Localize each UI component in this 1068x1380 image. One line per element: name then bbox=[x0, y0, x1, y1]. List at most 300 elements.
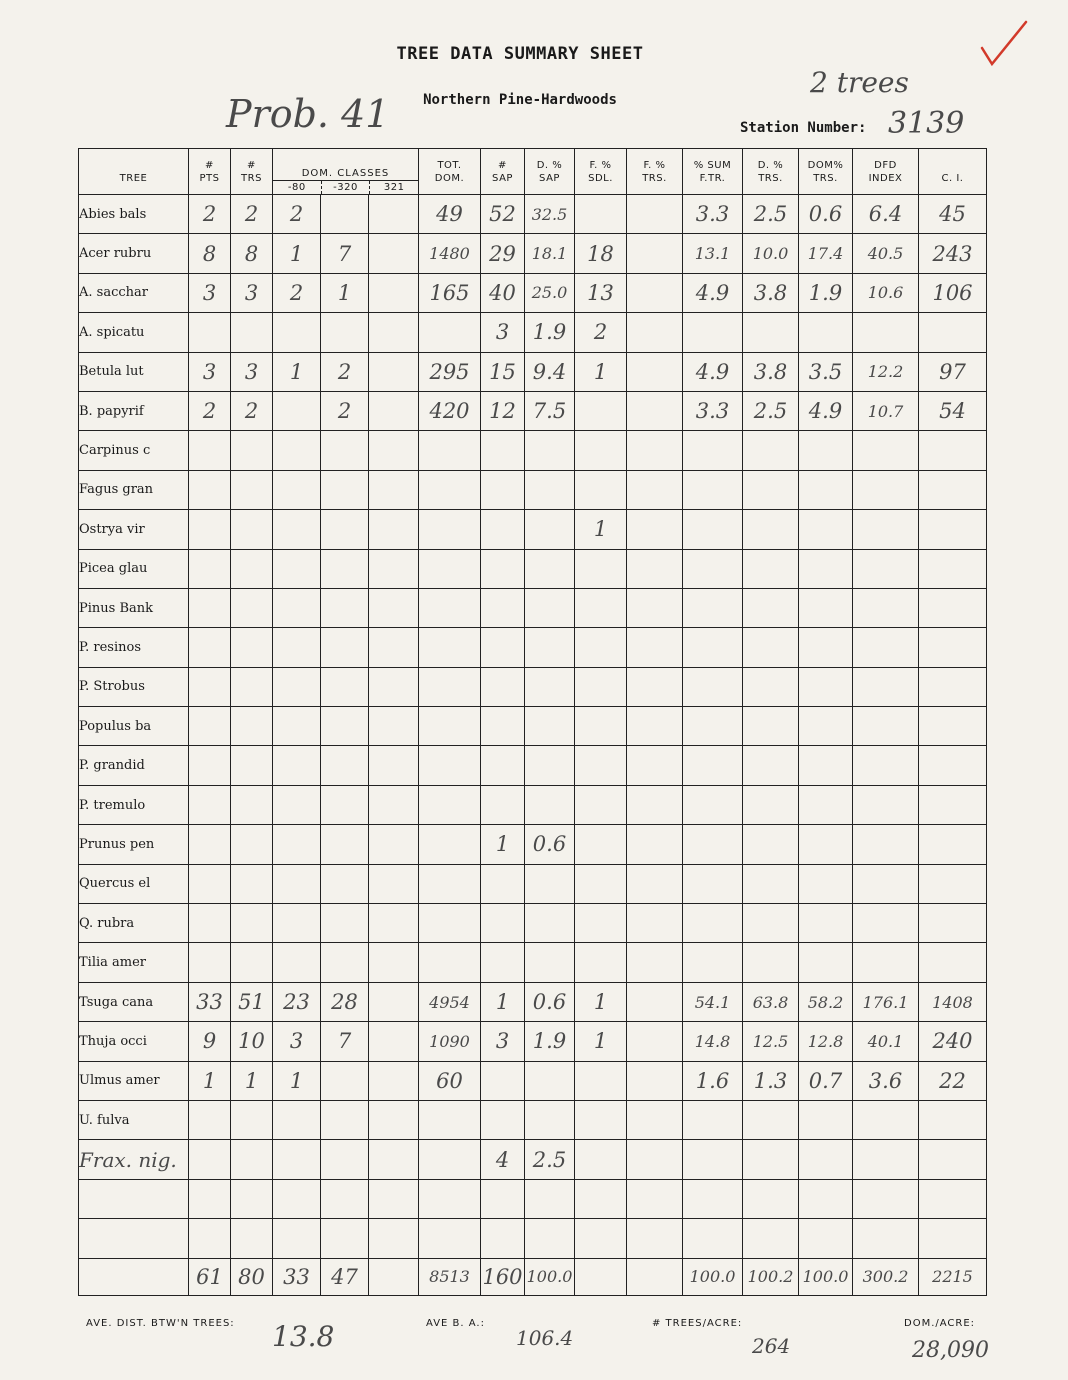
cell-tot bbox=[419, 707, 481, 746]
cell-ftrs bbox=[627, 431, 683, 470]
cell-pts bbox=[189, 628, 231, 667]
cell-d80 bbox=[273, 1219, 321, 1258]
cell-domtrs bbox=[799, 510, 853, 549]
cell-fsdl: 1 bbox=[575, 510, 627, 549]
species-cell: Picea glau bbox=[79, 549, 189, 588]
cell-d80 bbox=[273, 431, 321, 470]
cell-sap bbox=[481, 1219, 525, 1258]
cell-d321 bbox=[369, 904, 419, 943]
cell-trs: 1 bbox=[231, 1061, 273, 1100]
cell-ci bbox=[919, 943, 987, 982]
cell-fsdl bbox=[575, 825, 627, 864]
cell-d80 bbox=[273, 864, 321, 903]
cell-domtrs: 4.9 bbox=[799, 391, 853, 430]
species-cell: Quercus el bbox=[79, 864, 189, 903]
cell-ci bbox=[919, 510, 987, 549]
cell-trs bbox=[231, 943, 273, 982]
cell-d320: 2 bbox=[321, 391, 369, 430]
cell-ci bbox=[919, 313, 987, 352]
cell-fsdl bbox=[575, 1219, 627, 1258]
cell-d80 bbox=[273, 588, 321, 627]
cell-pts bbox=[189, 746, 231, 785]
cell-ci: 2215 bbox=[919, 1258, 987, 1295]
cell-d80: 1 bbox=[273, 1061, 321, 1100]
cell-fsdl bbox=[575, 904, 627, 943]
cell-d321 bbox=[369, 746, 419, 785]
cell-domtrs: 1.9 bbox=[799, 273, 853, 312]
cell-ftrs bbox=[627, 707, 683, 746]
cell-sap: 1 bbox=[481, 982, 525, 1021]
species-cell: Populus ba bbox=[79, 707, 189, 746]
cell-dfd bbox=[853, 313, 919, 352]
cell-dfd: 40.5 bbox=[853, 234, 919, 273]
cell-domtrs bbox=[799, 470, 853, 509]
cell-trs bbox=[231, 1140, 273, 1179]
cell-trs bbox=[231, 825, 273, 864]
cell-trs bbox=[231, 510, 273, 549]
cell-tot bbox=[419, 1140, 481, 1179]
table-row bbox=[79, 982, 987, 1021]
cell-tot bbox=[419, 904, 481, 943]
cell-sap bbox=[481, 904, 525, 943]
cell-dsap bbox=[525, 707, 575, 746]
cell-sap bbox=[481, 746, 525, 785]
cell-d321 bbox=[369, 825, 419, 864]
cell-sum bbox=[683, 825, 743, 864]
species-cell: A. spicatu bbox=[79, 313, 189, 352]
cell-tot: 4954 bbox=[419, 982, 481, 1021]
cell-dfd: 176.1 bbox=[853, 982, 919, 1021]
cell-sap bbox=[481, 431, 525, 470]
cell-ftrs bbox=[627, 273, 683, 312]
cell-d320 bbox=[321, 1179, 369, 1218]
cell-dtrs: 10.0 bbox=[743, 234, 799, 273]
species-cell: Tsuga cana bbox=[79, 982, 189, 1021]
cell-ftrs bbox=[627, 1140, 683, 1179]
cell-pts bbox=[189, 825, 231, 864]
cell-ftrs bbox=[627, 1258, 683, 1295]
cell-pts: 3 bbox=[189, 273, 231, 312]
ave-dist-value: 13.8 bbox=[272, 1320, 335, 1353]
cell-domtrs: 17.4 bbox=[799, 234, 853, 273]
cell-tot bbox=[419, 431, 481, 470]
col-tree: TREE bbox=[79, 149, 189, 195]
cell-sum bbox=[683, 431, 743, 470]
species-cell: Thuja occi bbox=[79, 1022, 189, 1061]
ave-dist-label: AVE. DIST. BTW'N TREES: bbox=[86, 1318, 235, 1329]
cell-ftrs bbox=[627, 1100, 683, 1139]
table-row bbox=[79, 1179, 987, 1218]
cell-d80 bbox=[273, 549, 321, 588]
cell-d321 bbox=[369, 785, 419, 824]
cell-ci bbox=[919, 1140, 987, 1179]
cell-ftrs bbox=[627, 982, 683, 1021]
cell-d320 bbox=[321, 431, 369, 470]
cell-dsap bbox=[525, 746, 575, 785]
cell-d321 bbox=[369, 707, 419, 746]
table-row bbox=[79, 510, 987, 549]
cell-d320 bbox=[321, 1061, 369, 1100]
cell-dsap bbox=[525, 943, 575, 982]
cell-sum bbox=[683, 1140, 743, 1179]
problem-note: Prob. 41 bbox=[226, 92, 390, 136]
cell-dtrs bbox=[743, 785, 799, 824]
cell-fsdl bbox=[575, 588, 627, 627]
cell-sum bbox=[683, 864, 743, 903]
dom-classes-label: DOM. CLASSES bbox=[273, 167, 418, 181]
cell-ci bbox=[919, 667, 987, 706]
cell-d320 bbox=[321, 904, 369, 943]
cell-fsdl bbox=[575, 549, 627, 588]
cell-dfd bbox=[853, 746, 919, 785]
cell-domtrs bbox=[799, 1100, 853, 1139]
cell-d320 bbox=[321, 313, 369, 352]
cell-pts bbox=[189, 549, 231, 588]
cell-domtrs bbox=[799, 628, 853, 667]
cell-ftrs bbox=[627, 785, 683, 824]
table-row bbox=[79, 1140, 987, 1179]
cell-trs bbox=[231, 707, 273, 746]
cell-d80: 33 bbox=[273, 1258, 321, 1295]
cell-sap: 12 bbox=[481, 391, 525, 430]
cell-ci bbox=[919, 864, 987, 903]
cell-dfd bbox=[853, 549, 919, 588]
cell-d321 bbox=[369, 1219, 419, 1258]
cell-ftrs bbox=[627, 904, 683, 943]
cell-trs bbox=[231, 864, 273, 903]
species-cell: Carpinus c bbox=[79, 431, 189, 470]
cell-d321 bbox=[369, 588, 419, 627]
cell-dfd: 10.7 bbox=[853, 391, 919, 430]
cell-sap bbox=[481, 667, 525, 706]
cell-dsap bbox=[525, 1100, 575, 1139]
cell-sum: 4.9 bbox=[683, 273, 743, 312]
cell-d321 bbox=[369, 628, 419, 667]
table-row bbox=[79, 313, 987, 352]
cell-d80 bbox=[273, 510, 321, 549]
cell-pts bbox=[189, 1140, 231, 1179]
cell-ftrs bbox=[627, 352, 683, 391]
cell-dfd: 300.2 bbox=[853, 1258, 919, 1295]
cell-dfd bbox=[853, 470, 919, 509]
species-cell: Ostrya vir bbox=[79, 510, 189, 549]
cell-ci bbox=[919, 549, 987, 588]
cell-domtrs: 0.7 bbox=[799, 1061, 853, 1100]
sheet-subtitle: Northern Pine-Hardwoods bbox=[423, 92, 617, 108]
cell-sum: 13.1 bbox=[683, 234, 743, 273]
cell-d320 bbox=[321, 667, 369, 706]
species-cell: P. grandid bbox=[79, 746, 189, 785]
cell-d80 bbox=[273, 628, 321, 667]
col-tot-dom: TOT. DOM. bbox=[419, 149, 481, 195]
cell-dsap bbox=[525, 1179, 575, 1218]
cell-d80 bbox=[273, 470, 321, 509]
cell-dtrs bbox=[743, 746, 799, 785]
cell-d321 bbox=[369, 667, 419, 706]
cell-trs: 2 bbox=[231, 195, 273, 234]
species-cell bbox=[79, 1179, 189, 1218]
cell-sap: 29 bbox=[481, 234, 525, 273]
cell-dsap bbox=[525, 1061, 575, 1100]
cell-d321 bbox=[369, 510, 419, 549]
table-row bbox=[79, 1100, 987, 1139]
cell-fsdl bbox=[575, 746, 627, 785]
cell-domtrs bbox=[799, 1219, 853, 1258]
cell-d320 bbox=[321, 707, 369, 746]
cell-sum bbox=[683, 313, 743, 352]
cell-tot: 165 bbox=[419, 273, 481, 312]
cell-fsdl bbox=[575, 785, 627, 824]
cell-domtrs bbox=[799, 667, 853, 706]
cell-sum bbox=[683, 904, 743, 943]
cell-d320 bbox=[321, 510, 369, 549]
cell-sum bbox=[683, 549, 743, 588]
cell-dsap bbox=[525, 588, 575, 627]
cell-dtrs bbox=[743, 667, 799, 706]
sheet-title: TREE DATA SUMMARY SHEET bbox=[396, 44, 644, 64]
cell-sum bbox=[683, 707, 743, 746]
cell-fsdl bbox=[575, 1258, 627, 1295]
cell-d320 bbox=[321, 785, 369, 824]
cell-trs bbox=[231, 746, 273, 785]
cell-dfd bbox=[853, 825, 919, 864]
corner-note: 2 trees bbox=[810, 66, 909, 99]
cell-trs bbox=[231, 628, 273, 667]
cell-fsdl: 2 bbox=[575, 313, 627, 352]
cell-dtrs bbox=[743, 904, 799, 943]
cell-ci bbox=[919, 431, 987, 470]
cell-sum: 3.3 bbox=[683, 391, 743, 430]
cell-ci bbox=[919, 904, 987, 943]
cell-d320: 2 bbox=[321, 352, 369, 391]
cell-dfd bbox=[853, 785, 919, 824]
cell-trs: 51 bbox=[231, 982, 273, 1021]
cell-d320: 47 bbox=[321, 1258, 369, 1295]
cell-sap: 1 bbox=[481, 825, 525, 864]
cell-ftrs bbox=[627, 825, 683, 864]
cell-tot bbox=[419, 470, 481, 509]
species-cell: U. fulva bbox=[79, 1100, 189, 1139]
cell-d80: 1 bbox=[273, 234, 321, 273]
col-sap: # SAP bbox=[481, 149, 525, 195]
table-row bbox=[79, 943, 987, 982]
cell-dtrs: 100.2 bbox=[743, 1258, 799, 1295]
table-header-row bbox=[79, 149, 987, 195]
cell-sum bbox=[683, 470, 743, 509]
cell-sap: 4 bbox=[481, 1140, 525, 1179]
cell-domtrs bbox=[799, 1179, 853, 1218]
cell-d321 bbox=[369, 549, 419, 588]
cell-domtrs bbox=[799, 864, 853, 903]
cell-sum: 4.9 bbox=[683, 352, 743, 391]
cell-ci: 240 bbox=[919, 1022, 987, 1061]
cell-ftrs bbox=[627, 1061, 683, 1100]
cell-dfd: 3.6 bbox=[853, 1061, 919, 1100]
table-row bbox=[79, 1061, 987, 1100]
cell-d320 bbox=[321, 588, 369, 627]
species-cell: A. sacchar bbox=[79, 273, 189, 312]
cell-pts bbox=[189, 470, 231, 509]
cell-ci bbox=[919, 707, 987, 746]
cell-d320 bbox=[321, 1100, 369, 1139]
cell-tot: 49 bbox=[419, 195, 481, 234]
cell-dtrs bbox=[743, 1100, 799, 1139]
cell-ftrs bbox=[627, 470, 683, 509]
cell-fsdl: 1 bbox=[575, 982, 627, 1021]
col-dom-321: 321 bbox=[369, 181, 418, 194]
cell-fsdl bbox=[575, 667, 627, 706]
cell-sum: 54.1 bbox=[683, 982, 743, 1021]
cell-d321 bbox=[369, 1022, 419, 1061]
cell-sap: 3 bbox=[481, 313, 525, 352]
cell-d320 bbox=[321, 864, 369, 903]
cell-ftrs bbox=[627, 391, 683, 430]
cell-d321 bbox=[369, 982, 419, 1021]
cell-ci bbox=[919, 785, 987, 824]
species-cell: Acer rubru bbox=[79, 234, 189, 273]
cell-dtrs bbox=[743, 510, 799, 549]
cell-ftrs bbox=[627, 746, 683, 785]
cell-dsap: 1.9 bbox=[525, 313, 575, 352]
cell-dtrs: 3.8 bbox=[743, 273, 799, 312]
cell-pts bbox=[189, 1219, 231, 1258]
cell-dtrs bbox=[743, 1219, 799, 1258]
cell-dsap: 100.0 bbox=[525, 1258, 575, 1295]
cell-dtrs bbox=[743, 825, 799, 864]
cell-domtrs bbox=[799, 707, 853, 746]
cell-trs: 3 bbox=[231, 352, 273, 391]
cell-dsap bbox=[525, 628, 575, 667]
cell-pts: 9 bbox=[189, 1022, 231, 1061]
cell-dfd bbox=[853, 431, 919, 470]
cell-dfd bbox=[853, 510, 919, 549]
col-f-trs: F. % TRS. bbox=[627, 149, 683, 195]
cell-trs bbox=[231, 470, 273, 509]
col-dom-320: -320 bbox=[321, 181, 370, 194]
cell-tot bbox=[419, 943, 481, 982]
tree-data-table bbox=[78, 148, 987, 1296]
col-dom-80: -80 bbox=[287, 182, 306, 193]
cell-domtrs bbox=[799, 746, 853, 785]
cell-tot bbox=[419, 313, 481, 352]
cell-d320 bbox=[321, 549, 369, 588]
cell-sum: 3.3 bbox=[683, 195, 743, 234]
cell-fsdl bbox=[575, 431, 627, 470]
cell-sap bbox=[481, 943, 525, 982]
cell-sum: 14.8 bbox=[683, 1022, 743, 1061]
cell-ftrs bbox=[627, 1219, 683, 1258]
cell-ci: 54 bbox=[919, 391, 987, 430]
cell-pts bbox=[189, 510, 231, 549]
cell-fsdl bbox=[575, 1179, 627, 1218]
species-cell: P. Strobus bbox=[79, 667, 189, 706]
table-row bbox=[79, 904, 987, 943]
cell-sap bbox=[481, 510, 525, 549]
species-cell: Ulmus amer bbox=[79, 1061, 189, 1100]
cell-dtrs bbox=[743, 1179, 799, 1218]
cell-fsdl bbox=[575, 864, 627, 903]
cell-trs bbox=[231, 431, 273, 470]
table-row bbox=[79, 667, 987, 706]
ave-ba-label: AVE B. A.: bbox=[426, 1318, 485, 1329]
table-row bbox=[79, 273, 987, 312]
cell-d321 bbox=[369, 470, 419, 509]
col-dom-trs: DOM% TRS. bbox=[799, 149, 853, 195]
table-row bbox=[79, 825, 987, 864]
cell-sum: 1.6 bbox=[683, 1061, 743, 1100]
cell-domtrs: 58.2 bbox=[799, 982, 853, 1021]
cell-pts: 3 bbox=[189, 352, 231, 391]
cell-dtrs bbox=[743, 943, 799, 982]
cell-d321 bbox=[369, 234, 419, 273]
cell-dsap bbox=[525, 864, 575, 903]
cell-fsdl: 1 bbox=[575, 352, 627, 391]
species-cell: Frax. nig. bbox=[79, 1140, 189, 1179]
cell-tot bbox=[419, 588, 481, 627]
cell-pts bbox=[189, 943, 231, 982]
table-row bbox=[79, 352, 987, 391]
species-cell bbox=[79, 1219, 189, 1258]
cell-dsap bbox=[525, 431, 575, 470]
cell-sap bbox=[481, 549, 525, 588]
cell-d321 bbox=[369, 1179, 419, 1218]
cell-pts: 8 bbox=[189, 234, 231, 273]
cell-domtrs bbox=[799, 1140, 853, 1179]
cell-dfd bbox=[853, 628, 919, 667]
species-cell: Betula lut bbox=[79, 352, 189, 391]
cell-d80 bbox=[273, 943, 321, 982]
cell-fsdl bbox=[575, 707, 627, 746]
cell-dtrs bbox=[743, 864, 799, 903]
table-row bbox=[79, 195, 987, 234]
cell-trs: 2 bbox=[231, 391, 273, 430]
col-f-sdl: F. % SDL. bbox=[575, 149, 627, 195]
species-cell bbox=[79, 1258, 189, 1295]
cell-dsap: 0.6 bbox=[525, 825, 575, 864]
species-cell: Tilia amer bbox=[79, 943, 189, 982]
station-number-value: 3139 bbox=[888, 106, 965, 141]
cell-dsap: 25.0 bbox=[525, 273, 575, 312]
cell-d321 bbox=[369, 313, 419, 352]
table-row bbox=[79, 470, 987, 509]
cell-d320: 28 bbox=[321, 982, 369, 1021]
cell-dsap: 32.5 bbox=[525, 195, 575, 234]
cell-trs: 3 bbox=[231, 273, 273, 312]
trees-acre-value: 264 bbox=[752, 1334, 791, 1358]
cell-domtrs bbox=[799, 588, 853, 627]
cell-sap bbox=[481, 588, 525, 627]
species-cell: Prunus pen bbox=[79, 825, 189, 864]
cell-d320 bbox=[321, 628, 369, 667]
cell-tot: 1480 bbox=[419, 234, 481, 273]
col-dom-classes bbox=[273, 149, 419, 195]
cell-sum bbox=[683, 1179, 743, 1218]
cell-tot bbox=[419, 1219, 481, 1258]
cell-pts bbox=[189, 667, 231, 706]
cell-fsdl bbox=[575, 628, 627, 667]
cell-dsap bbox=[525, 510, 575, 549]
cell-dfd bbox=[853, 707, 919, 746]
col-d-sap: D. % SAP bbox=[525, 149, 575, 195]
cell-sap bbox=[481, 1061, 525, 1100]
cell-trs: 8 bbox=[231, 234, 273, 273]
cell-d321 bbox=[369, 1100, 419, 1139]
cell-trs bbox=[231, 313, 273, 352]
species-cell: Fagus gran bbox=[79, 470, 189, 509]
cell-dfd: 10.6 bbox=[853, 273, 919, 312]
cell-trs bbox=[231, 1179, 273, 1218]
cell-sap bbox=[481, 470, 525, 509]
